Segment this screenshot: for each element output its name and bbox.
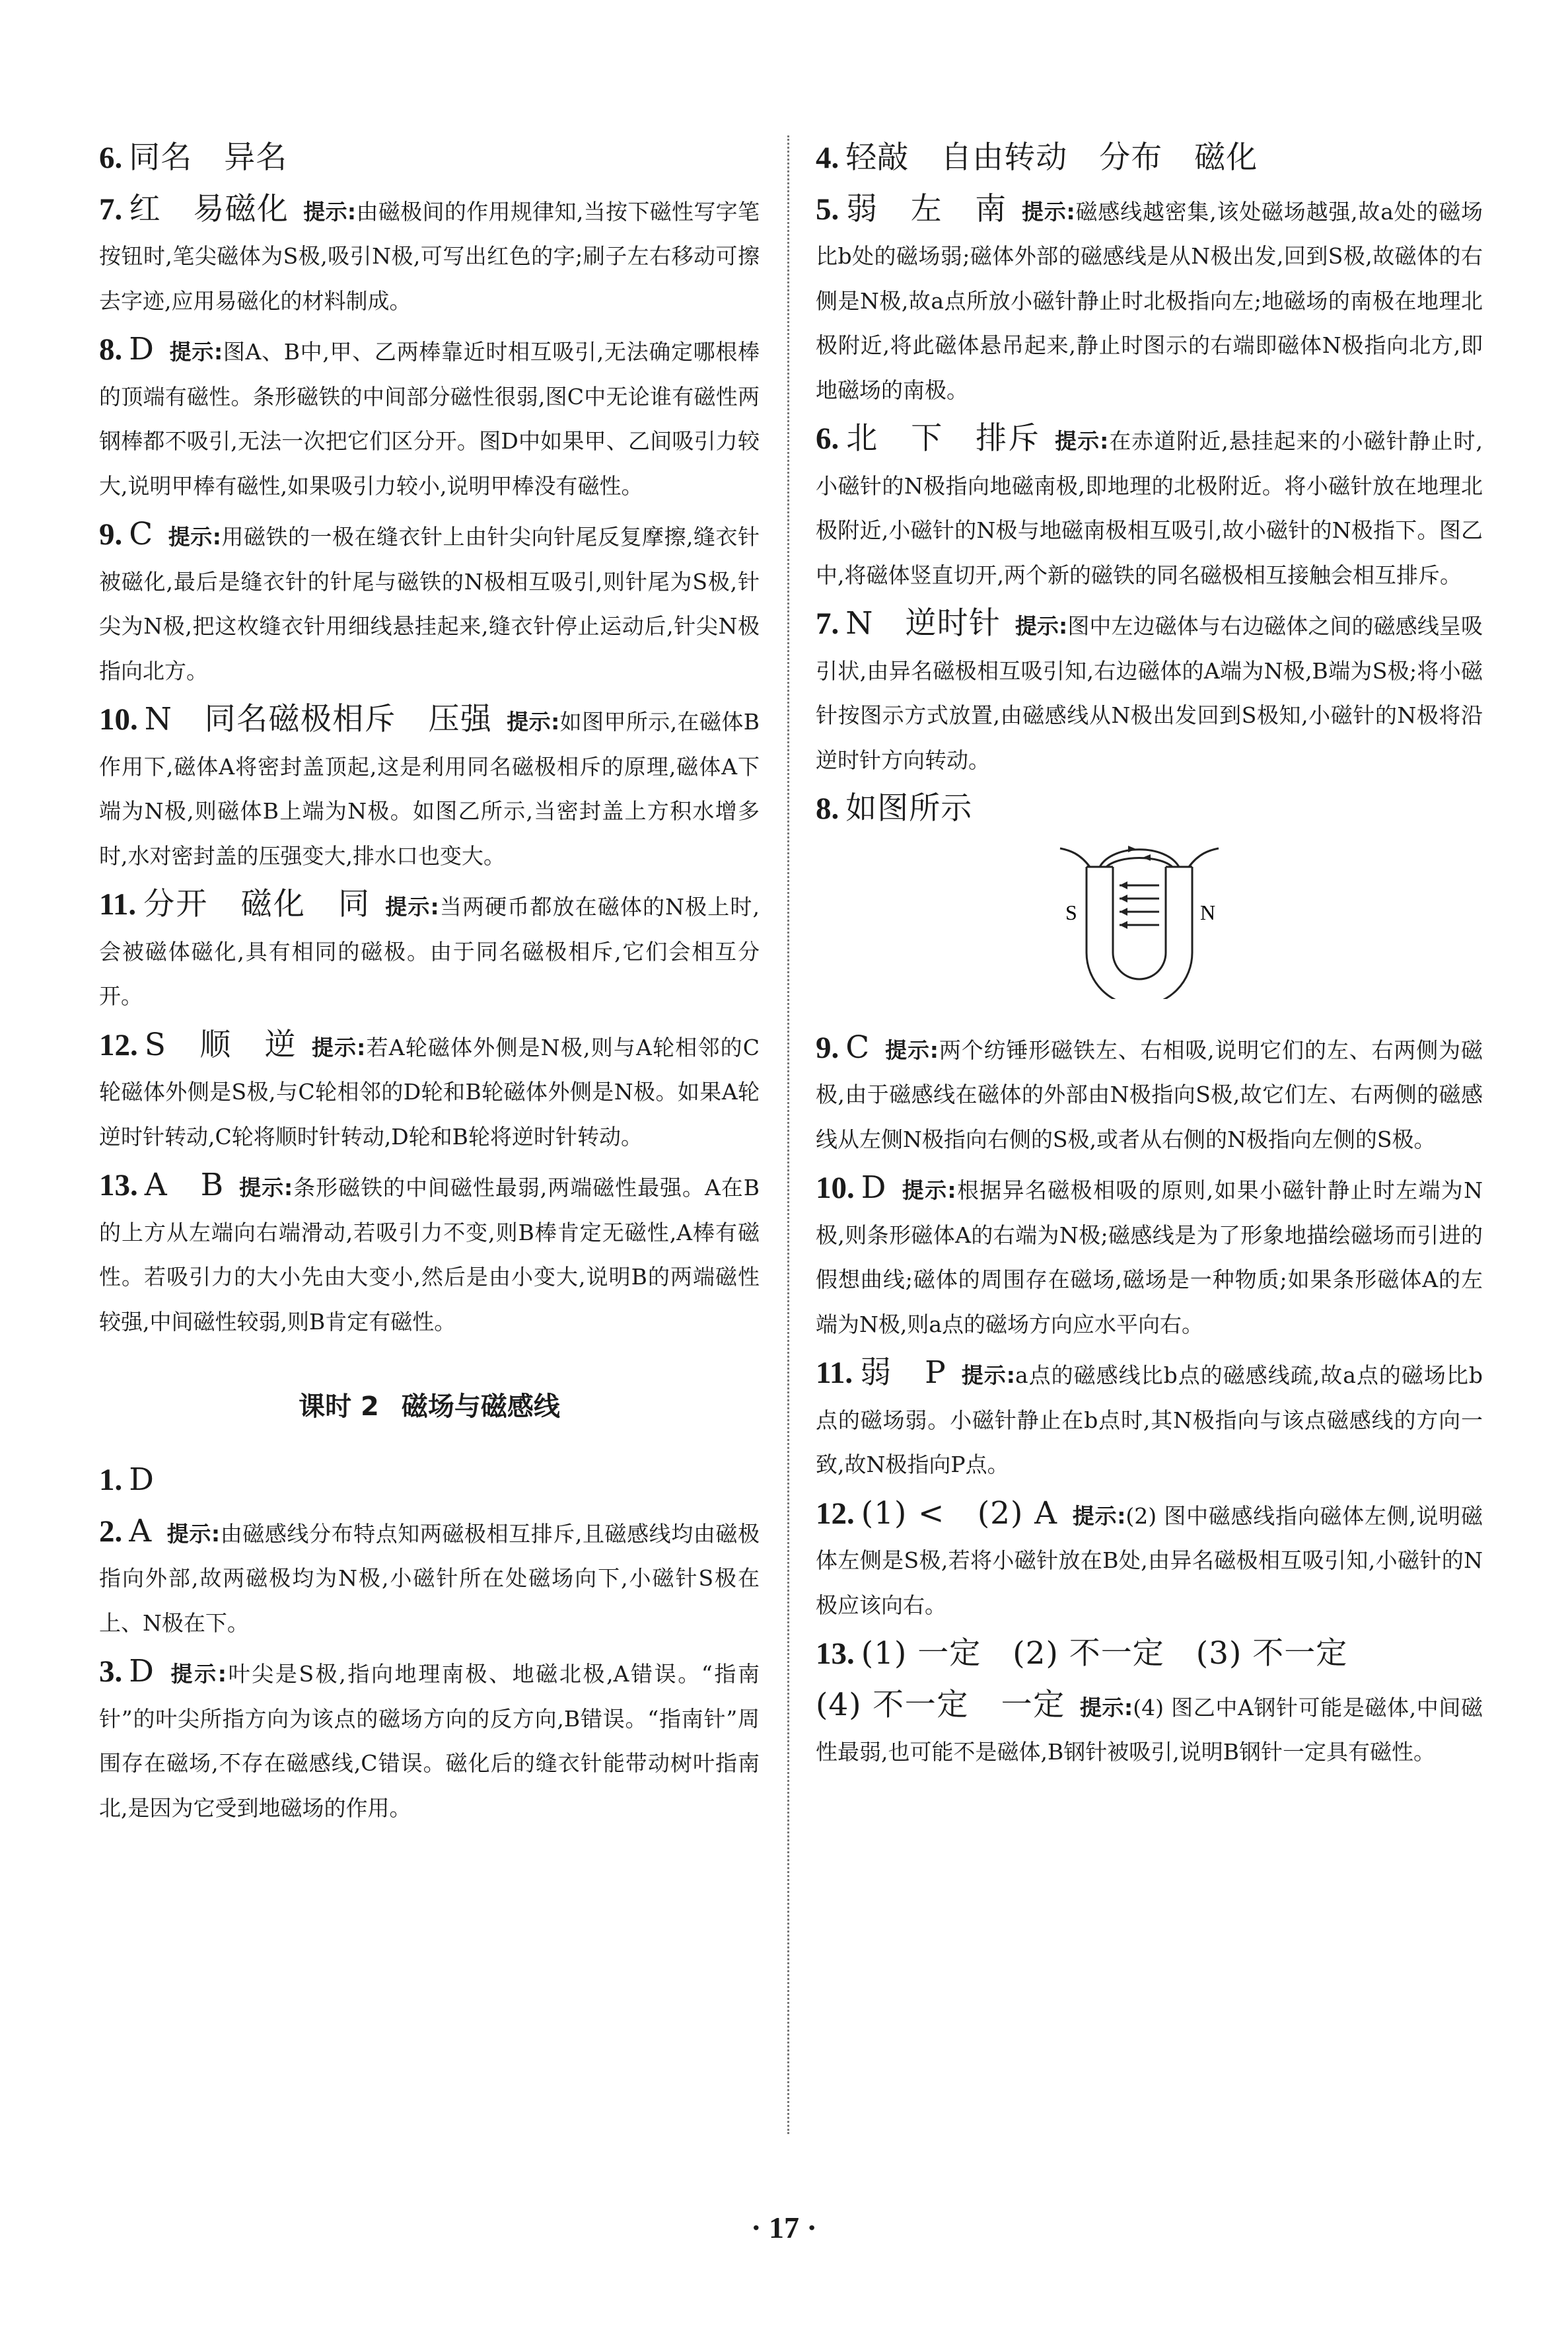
answer-number: 9.	[99, 517, 123, 552]
horseshoe-magnet-figure	[816, 840, 1483, 1012]
arrow-icon	[1120, 921, 1127, 929]
hint-text: 图中左边磁体与右边磁体之间的磁感线呈吸引状,由异名磁极相互吸引知,右边磁体的A端为N极,B端为S极;将小磁针按图示方式放置,由磁感线从N极出发回到S极知,小磁针的N极将沿逆时针方向转动。	[816, 613, 1483, 773]
answer-item	[816, 1631, 1483, 1679]
arrow-icon	[1120, 908, 1127, 916]
answer-key: D	[129, 1461, 155, 1498]
hint-label: 提示:	[1072, 1502, 1126, 1529]
field-line-top-inner	[1106, 858, 1172, 867]
answer-item	[816, 187, 1483, 413]
hint-text: 图A、B中,甲、乙两棒靠近时相互吸引,无法确定哪根棒的顶端有磁性。条形磁铁的中间部分磁性很弱,图C中无论谁有磁性两钢棒都不吸引,无法一次把它们区分开。图D中如果甲、乙间吸引力较大,说明甲棒有磁性,如果吸引力较小,说明甲棒没有磁性。	[99, 339, 760, 499]
left-answer-list	[99, 135, 760, 1344]
answer-key: 弱 左 南	[845, 190, 1007, 227]
answer-item	[816, 786, 1483, 834]
hint-label: 提示:	[507, 709, 560, 735]
hint-label: 提示:	[1079, 1694, 1133, 1720]
answer-item	[99, 1649, 760, 1830]
answer-key: C	[129, 516, 154, 552]
hint-text: 根据异名磁极相吸的原则,如果小磁针静止时左端为N极,则条形磁体A的右端为N极;磁感线是为了形象地描绘磁场而引进的假想曲线;磁体的周围存在磁场,磁场是一种物质;如果条形磁体A的左端为N极,则a点的磁场方向应水平向右。	[816, 1177, 1483, 1337]
answer-number: 5.	[816, 192, 839, 227]
answer-number: 8.	[99, 332, 123, 367]
page-number: · 17 ·	[751, 2211, 817, 2244]
hint-label: 提示:	[168, 339, 223, 365]
hint-text: a点的磁感线比b点的磁感线疏,故a点的磁场比b点的磁场弱。小磁针静止在b点时,其N极指向与该点磁感线的方向一致,故N极指向P点。	[816, 1362, 1483, 1477]
hint-label: 提示:	[960, 1362, 1015, 1388]
answer-number: 11.	[99, 887, 137, 922]
arrow-icon	[1120, 881, 1127, 889]
field-line-right-tail	[1189, 848, 1219, 867]
answer-key: 分开 磁化 同	[143, 886, 371, 922]
answer-item	[99, 697, 760, 878]
answer-number: 6.	[99, 141, 123, 175]
answer-item	[816, 135, 1483, 183]
column-divider	[787, 135, 789, 2134]
left-answer-list-2	[99, 1458, 760, 1830]
answer-key: D	[129, 1653, 155, 1689]
answer-item	[816, 1491, 1483, 1628]
hint-label: 提示:	[385, 894, 439, 920]
answer-item	[816, 416, 1483, 597]
answer-number: 10.	[99, 702, 138, 737]
answer-key: D	[861, 1169, 887, 1206]
left-column	[99, 135, 760, 1834]
hint-text: 磁感线越密集,该处磁场越强,故a处的磁场比b处的磁场弱;磁体外部的磁感线是从N极出发,回到S极,故磁体的右侧是N极,故a点所放小磁针静止时北极指向左;地磁场的南极在地理北极附近,将此磁体悬吊起来,静止时图示的右端即磁体N极指向北方,即地磁场的南极。	[816, 198, 1483, 403]
right-answer-list-2	[816, 1025, 1483, 1775]
hint-label: 提示:	[166, 1520, 221, 1547]
answer-number: 7.	[99, 192, 123, 227]
answer-number: 7.	[816, 607, 839, 641]
right-column	[816, 135, 1483, 1779]
hint-label: 提示:	[168, 1661, 227, 1687]
answer-number: 11.	[816, 1356, 853, 1390]
right-answer-list	[816, 135, 1483, 834]
hint-text: 叶尖是S极,指向地理南极、地磁北极,A错误。“指南针”的叶尖所指方向为该点的磁场方向的反方向,B错误。“指南针”周围存在磁场,不存在磁感线,C错误。磁化后的缝衣针能带动树叶指南北,是因为它受到地磁场的作用。	[99, 1661, 760, 1821]
answer-item	[816, 1025, 1483, 1162]
answer-number: 1.	[99, 1463, 123, 1497]
hint-text: 用磁铁的一极在缝衣针上由针尖向针尾反复摩擦,缝衣针被磁化,最后是缝衣针的针尾与磁铁的N极相互吸引,则针尾为S极,针尖为N极,把这枚缝衣针用细线悬挂起来,缝衣针停止运动后,针尖N极指向北方。	[99, 524, 760, 684]
hint-text: (4) 图乙中A钢针可能是磁体,中间磁性最弱,也可能不是磁体,B钢针被吸引,说明B钢针一定具有磁性。	[816, 1694, 1483, 1765]
arrow-icon	[1120, 895, 1127, 903]
answer-number: 6.	[816, 422, 839, 456]
hint-label: 提示:	[901, 1177, 956, 1203]
hint-label: 提示:	[168, 524, 221, 550]
answer-item	[99, 512, 760, 693]
answer-number: 8.	[816, 792, 839, 826]
answer-number: 13.	[816, 1637, 855, 1671]
answer-number: 12.	[816, 1496, 855, 1531]
answer-item	[99, 1458, 760, 1505]
arrow-icon	[1143, 854, 1151, 861]
pole-label-s: S	[1065, 900, 1077, 924]
answer-item	[99, 1509, 760, 1646]
hint-label: 提示:	[303, 198, 357, 225]
answer-number: 2.	[99, 1514, 123, 1549]
hint-label: 提示:	[238, 1175, 293, 1200]
hint-label: 提示:	[1021, 198, 1075, 225]
answer-key: A B	[144, 1167, 225, 1203]
answer-key: 同名 异名	[129, 139, 288, 176]
answer-item	[816, 601, 1483, 782]
horseshoe-magnet-diagram	[1040, 840, 1238, 999]
answer-key: S 顺 逆	[144, 1026, 297, 1063]
lesson-label: 课时 2	[299, 1391, 379, 1422]
answer-number: 13.	[99, 1168, 138, 1202]
lesson-title: 磁场与磁感线	[401, 1391, 560, 1422]
lesson-heading	[99, 1384, 760, 1430]
answer-key: 红 易磁化	[129, 190, 289, 227]
answer-key: 轻敲 自由转动 分布 磁化	[845, 139, 1258, 176]
hint-text: 由磁感线分布特点知两磁极相互排斥,且磁感线均由磁极指向外部,故两磁极均为N极,小磁针所在处磁场向下,小磁针S极在上、N极在下。	[99, 1520, 760, 1636]
answer-key: 北 下 排斥	[845, 420, 1041, 457]
answer-key: (1) < (2) A	[861, 1495, 1058, 1532]
answer-key: D	[129, 331, 155, 367]
answer-key: (1) 一定 (2) 不一定 (3) 不一定	[861, 1635, 1348, 1672]
hint-text: 条形磁铁的中间磁性最弱,两端磁性最强。A在B的上方从左端向右端滑动,若吸引力不变,则B棒肯定无磁性,A棒有磁性。若吸引力的大小先由大变小,然后是由小变大,说明B的两端磁性较强,中间磁性较弱,则B肯定有磁性。	[99, 1175, 760, 1335]
hint-text: 由磁极间的作用规律知,当按下磁性写字笔按钮时,笔尖磁体为S极,吸引N极,可写出红色的字;刷子左右移动可擦去字迹,应用易磁化的材料制成。	[99, 198, 760, 314]
pole-label-n: N	[1200, 900, 1216, 924]
answer-key: C	[845, 1029, 871, 1066]
answer-item	[816, 1683, 1483, 1775]
hint-label: 提示:	[1055, 428, 1109, 454]
answer-key: 弱 P	[859, 1354, 946, 1391]
hint-text: 在赤道附近,悬挂起来的小磁针静止时,小磁针的N极指向地磁南极,即地理的北极附近。将小磁针放在地理北极附近,小磁针的N极与地磁南极相互吸引,故小磁针的N极指下。图乙中,将磁体竖直切开,两个新的磁铁的同名磁极相互接触会相互排斥。	[816, 428, 1483, 588]
answer-key: (4) 不一定 一定	[816, 1686, 1065, 1723]
answer-key: N 逆时针	[845, 605, 1001, 642]
hint-text: (2) 图中磁感线指向磁体左侧,说明磁体左侧是S极,若将小磁针放在B处,由异名磁极相互吸引知,小磁针的N极应该向右。	[816, 1502, 1483, 1618]
hint-label: 提示:	[1015, 613, 1068, 639]
answer-key: 如图所示	[845, 790, 973, 827]
hint-text: 当两硬币都放在磁体的N极上时,会被磁体磁化,具有相同的磁极。由于同名磁极相斥,它们会相互分开。	[99, 894, 760, 1009]
answer-item	[816, 1165, 1483, 1347]
answer-item	[99, 187, 760, 324]
hint-label: 提示:	[311, 1034, 366, 1060]
hint-label: 提示:	[884, 1037, 939, 1063]
hint-text: 如图甲所示,在磁体B作用下,磁体A将密封盖顶起,这是利用同名磁极相斥的原理,磁体A下端为N极,则磁体B上端为N极。如图乙所示,当密封盖上方积水增多时,水对密封盖的压强变大,排水口也变大。	[99, 709, 760, 869]
answer-number: 3.	[99, 1654, 123, 1689]
hint-text: 若A轮磁体外侧是N极,则与A轮相邻的C轮磁体外侧是S极,与C轮相邻的D轮和B轮磁体外侧是N极。如果A轮逆时针转动,C轮将顺时针转动,D轮和B轮将逆时针转动。	[99, 1034, 760, 1150]
answer-item	[99, 327, 760, 508]
answer-number: 12.	[99, 1027, 138, 1062]
hint-text: 两个纺锤形磁铁左、右相吸,说明它们的左、右两侧为磁极,由于磁感线在磁体的外部由N极指向S极,故它们左、右两侧的磁感线从左侧N极指向右侧的S极,或者从右侧的N极指向左侧的S极。	[816, 1037, 1483, 1152]
answer-item	[99, 1163, 760, 1344]
magnet-inner-outline	[1113, 867, 1166, 979]
answer-item	[99, 135, 760, 183]
answer-key: A	[129, 1512, 153, 1549]
answer-item	[99, 1023, 760, 1160]
answer-number: 10.	[816, 1171, 855, 1205]
answer-number: 4.	[816, 141, 839, 175]
arrow-icon	[1128, 846, 1136, 852]
answer-item	[816, 1350, 1483, 1487]
field-line-left-tail	[1060, 848, 1090, 867]
answer-number: 9.	[816, 1030, 839, 1065]
answer-item	[99, 882, 760, 1019]
answer-key: N 同名磁极相斥 压强	[144, 701, 493, 737]
